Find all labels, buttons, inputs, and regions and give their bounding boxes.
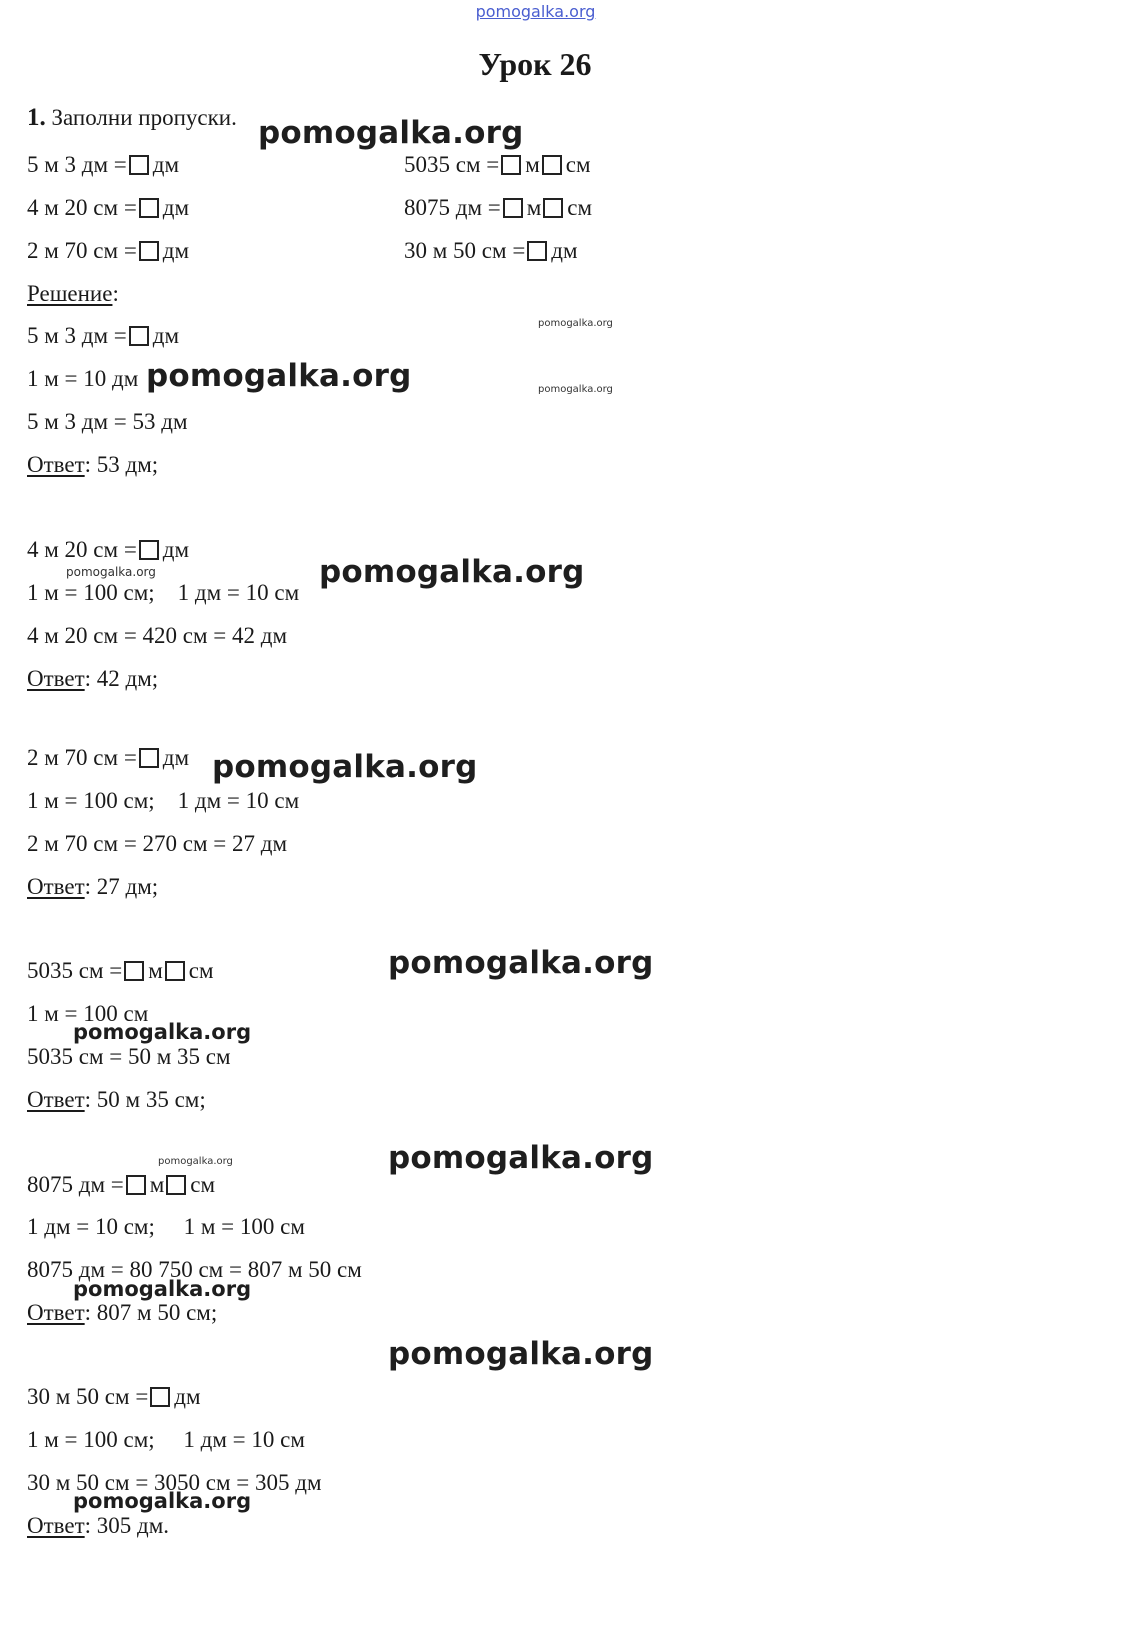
task-text: Заполни пропуски. bbox=[51, 105, 237, 130]
problem-6-unit: дм bbox=[551, 238, 578, 263]
blank-box bbox=[527, 241, 547, 261]
solution-heading: Решение: bbox=[27, 281, 119, 306]
problem-6-text: 30 м 50 см = bbox=[404, 238, 526, 263]
solution-3-answer bbox=[27, 873, 158, 901]
problem-4-mid-unit: м bbox=[525, 152, 540, 177]
problem-4-unit: см bbox=[565, 152, 591, 177]
task-heading bbox=[27, 104, 237, 132]
blank-box bbox=[139, 540, 159, 560]
watermark: pomogalka.org bbox=[66, 565, 156, 579]
answer-value: : 807 м 50 см; bbox=[84, 1300, 218, 1325]
solution-5-rule: 1 дм = 10 см; 1 м = 100 см bbox=[27, 1214, 305, 1239]
watermark: pomogalka.org bbox=[538, 318, 613, 329]
answer-label: Ответ bbox=[27, 452, 85, 477]
blank-box bbox=[139, 198, 159, 218]
watermark: pomogalka.org bbox=[319, 554, 585, 590]
answer-label: Ответ bbox=[27, 874, 85, 899]
solution-5-problem: 8075 дм = м см bbox=[27, 1172, 216, 1197]
blank-box bbox=[503, 198, 523, 218]
problem-1 bbox=[27, 151, 179, 179]
answer-value: : 42 дм; bbox=[84, 666, 159, 691]
solution-6-calc: 30 м 50 см = 3050 см = 305 дм bbox=[27, 1470, 322, 1495]
solution-6-problem: 30 м 50 см = дм bbox=[27, 1384, 201, 1409]
watermark: pomogalka.org bbox=[538, 384, 613, 395]
blank-box bbox=[543, 198, 563, 218]
problem-1-unit: дм bbox=[152, 152, 180, 177]
problem-2-text: 4 м 20 см = bbox=[27, 195, 137, 220]
solution-5-answer bbox=[27, 1299, 217, 1327]
solution-6-answer bbox=[27, 1512, 169, 1540]
problem-3-unit: дм bbox=[162, 238, 190, 263]
watermark: pomogalka.org bbox=[146, 358, 412, 394]
watermark: pomogalka.org bbox=[258, 115, 524, 151]
blank-box bbox=[166, 1175, 186, 1195]
answer-value: : 27 дм; bbox=[84, 874, 159, 899]
solution-3-calc: 2 м 70 см = 270 см = 27 дм bbox=[27, 831, 288, 856]
watermark: pomogalka.org bbox=[73, 1489, 252, 1513]
top-watermark-link[interactable]: pomogalka.org bbox=[475, 2, 596, 21]
problem-2-unit: дм bbox=[162, 195, 190, 220]
problem-4-text: 5035 см = bbox=[404, 152, 500, 177]
solution-1-problem: 5 м 3 дм = дм bbox=[27, 323, 180, 348]
watermark: pomogalka.org bbox=[388, 1336, 654, 1372]
blank-box bbox=[139, 241, 159, 261]
answer-value: : 305 дм. bbox=[84, 1513, 170, 1538]
answer-value: : 53 дм; bbox=[84, 452, 159, 477]
solution-3-problem: 2 м 70 см = дм bbox=[27, 745, 190, 770]
blank-box bbox=[139, 748, 159, 768]
blank-box bbox=[129, 326, 149, 346]
solution-1-rule: 1 м = 10 дм bbox=[27, 366, 139, 391]
solution-4-answer bbox=[27, 1086, 206, 1114]
blank-box bbox=[129, 155, 149, 175]
solution-2-calc: 4 м 20 см = 420 см = 42 дм bbox=[27, 623, 288, 648]
blank-box bbox=[501, 155, 521, 175]
blank-box bbox=[165, 961, 185, 981]
answer-label: Ответ bbox=[27, 1087, 85, 1112]
solution-2-rule: 1 м = 100 см; 1 дм = 10 см bbox=[27, 580, 300, 605]
solution-4-problem: 5035 см = м см bbox=[27, 958, 214, 983]
solution-1-answer bbox=[27, 451, 158, 479]
solution-6-rule: 1 м = 100 см; 1 дм = 10 см bbox=[27, 1427, 305, 1452]
solution-4-rule: 1 м = 100 см bbox=[27, 1001, 149, 1026]
solution-4-calc: 5035 см = 50 м 35 см bbox=[27, 1044, 231, 1069]
watermark: pomogalka.org bbox=[212, 749, 478, 785]
blank-box bbox=[150, 1387, 170, 1407]
task-number: 1. bbox=[27, 104, 46, 131]
solution-5-calc: 8075 дм = 80 750 см = 807 м 50 см bbox=[27, 1257, 362, 1282]
answer-label: Ответ bbox=[27, 666, 85, 691]
problem-5 bbox=[404, 194, 592, 222]
problem-2 bbox=[27, 194, 189, 222]
problem-1-text: 5 м 3 дм = bbox=[27, 152, 127, 177]
watermark: pomogalka.org bbox=[73, 1277, 252, 1301]
solution-3-rule: 1 м = 100 см; 1 дм = 10 см bbox=[27, 788, 300, 813]
problem-3 bbox=[27, 237, 189, 265]
solution-2-problem: 4 м 20 см = дм bbox=[27, 537, 190, 562]
problem-5-mid-unit: м bbox=[526, 195, 542, 220]
problem-6 bbox=[404, 237, 578, 265]
problem-5-unit: см bbox=[567, 195, 593, 220]
watermark: pomogalka.org bbox=[388, 1140, 654, 1176]
solution-1-calc: 5 м 3 дм = 53 дм bbox=[27, 409, 188, 434]
answer-value: : 50 м 35 см; bbox=[84, 1087, 206, 1112]
blank-box bbox=[542, 155, 562, 175]
watermark: pomogalka.org bbox=[73, 1020, 252, 1044]
blank-box bbox=[126, 1175, 146, 1195]
blank-box bbox=[124, 961, 144, 981]
problem-5-text: 8075 дм = bbox=[404, 195, 501, 220]
page-title: Урок 26 bbox=[478, 46, 592, 82]
solution-2-answer bbox=[27, 665, 158, 693]
problem-4 bbox=[404, 151, 591, 179]
watermark: pomogalka.org bbox=[388, 945, 654, 981]
answer-label: Ответ bbox=[27, 1513, 85, 1538]
answer-label: Ответ bbox=[27, 1300, 85, 1325]
problem-3-text: 2 м 70 см = bbox=[27, 238, 137, 263]
solution-label: Решение bbox=[27, 281, 113, 306]
watermark: pomogalka.org bbox=[158, 1156, 233, 1167]
